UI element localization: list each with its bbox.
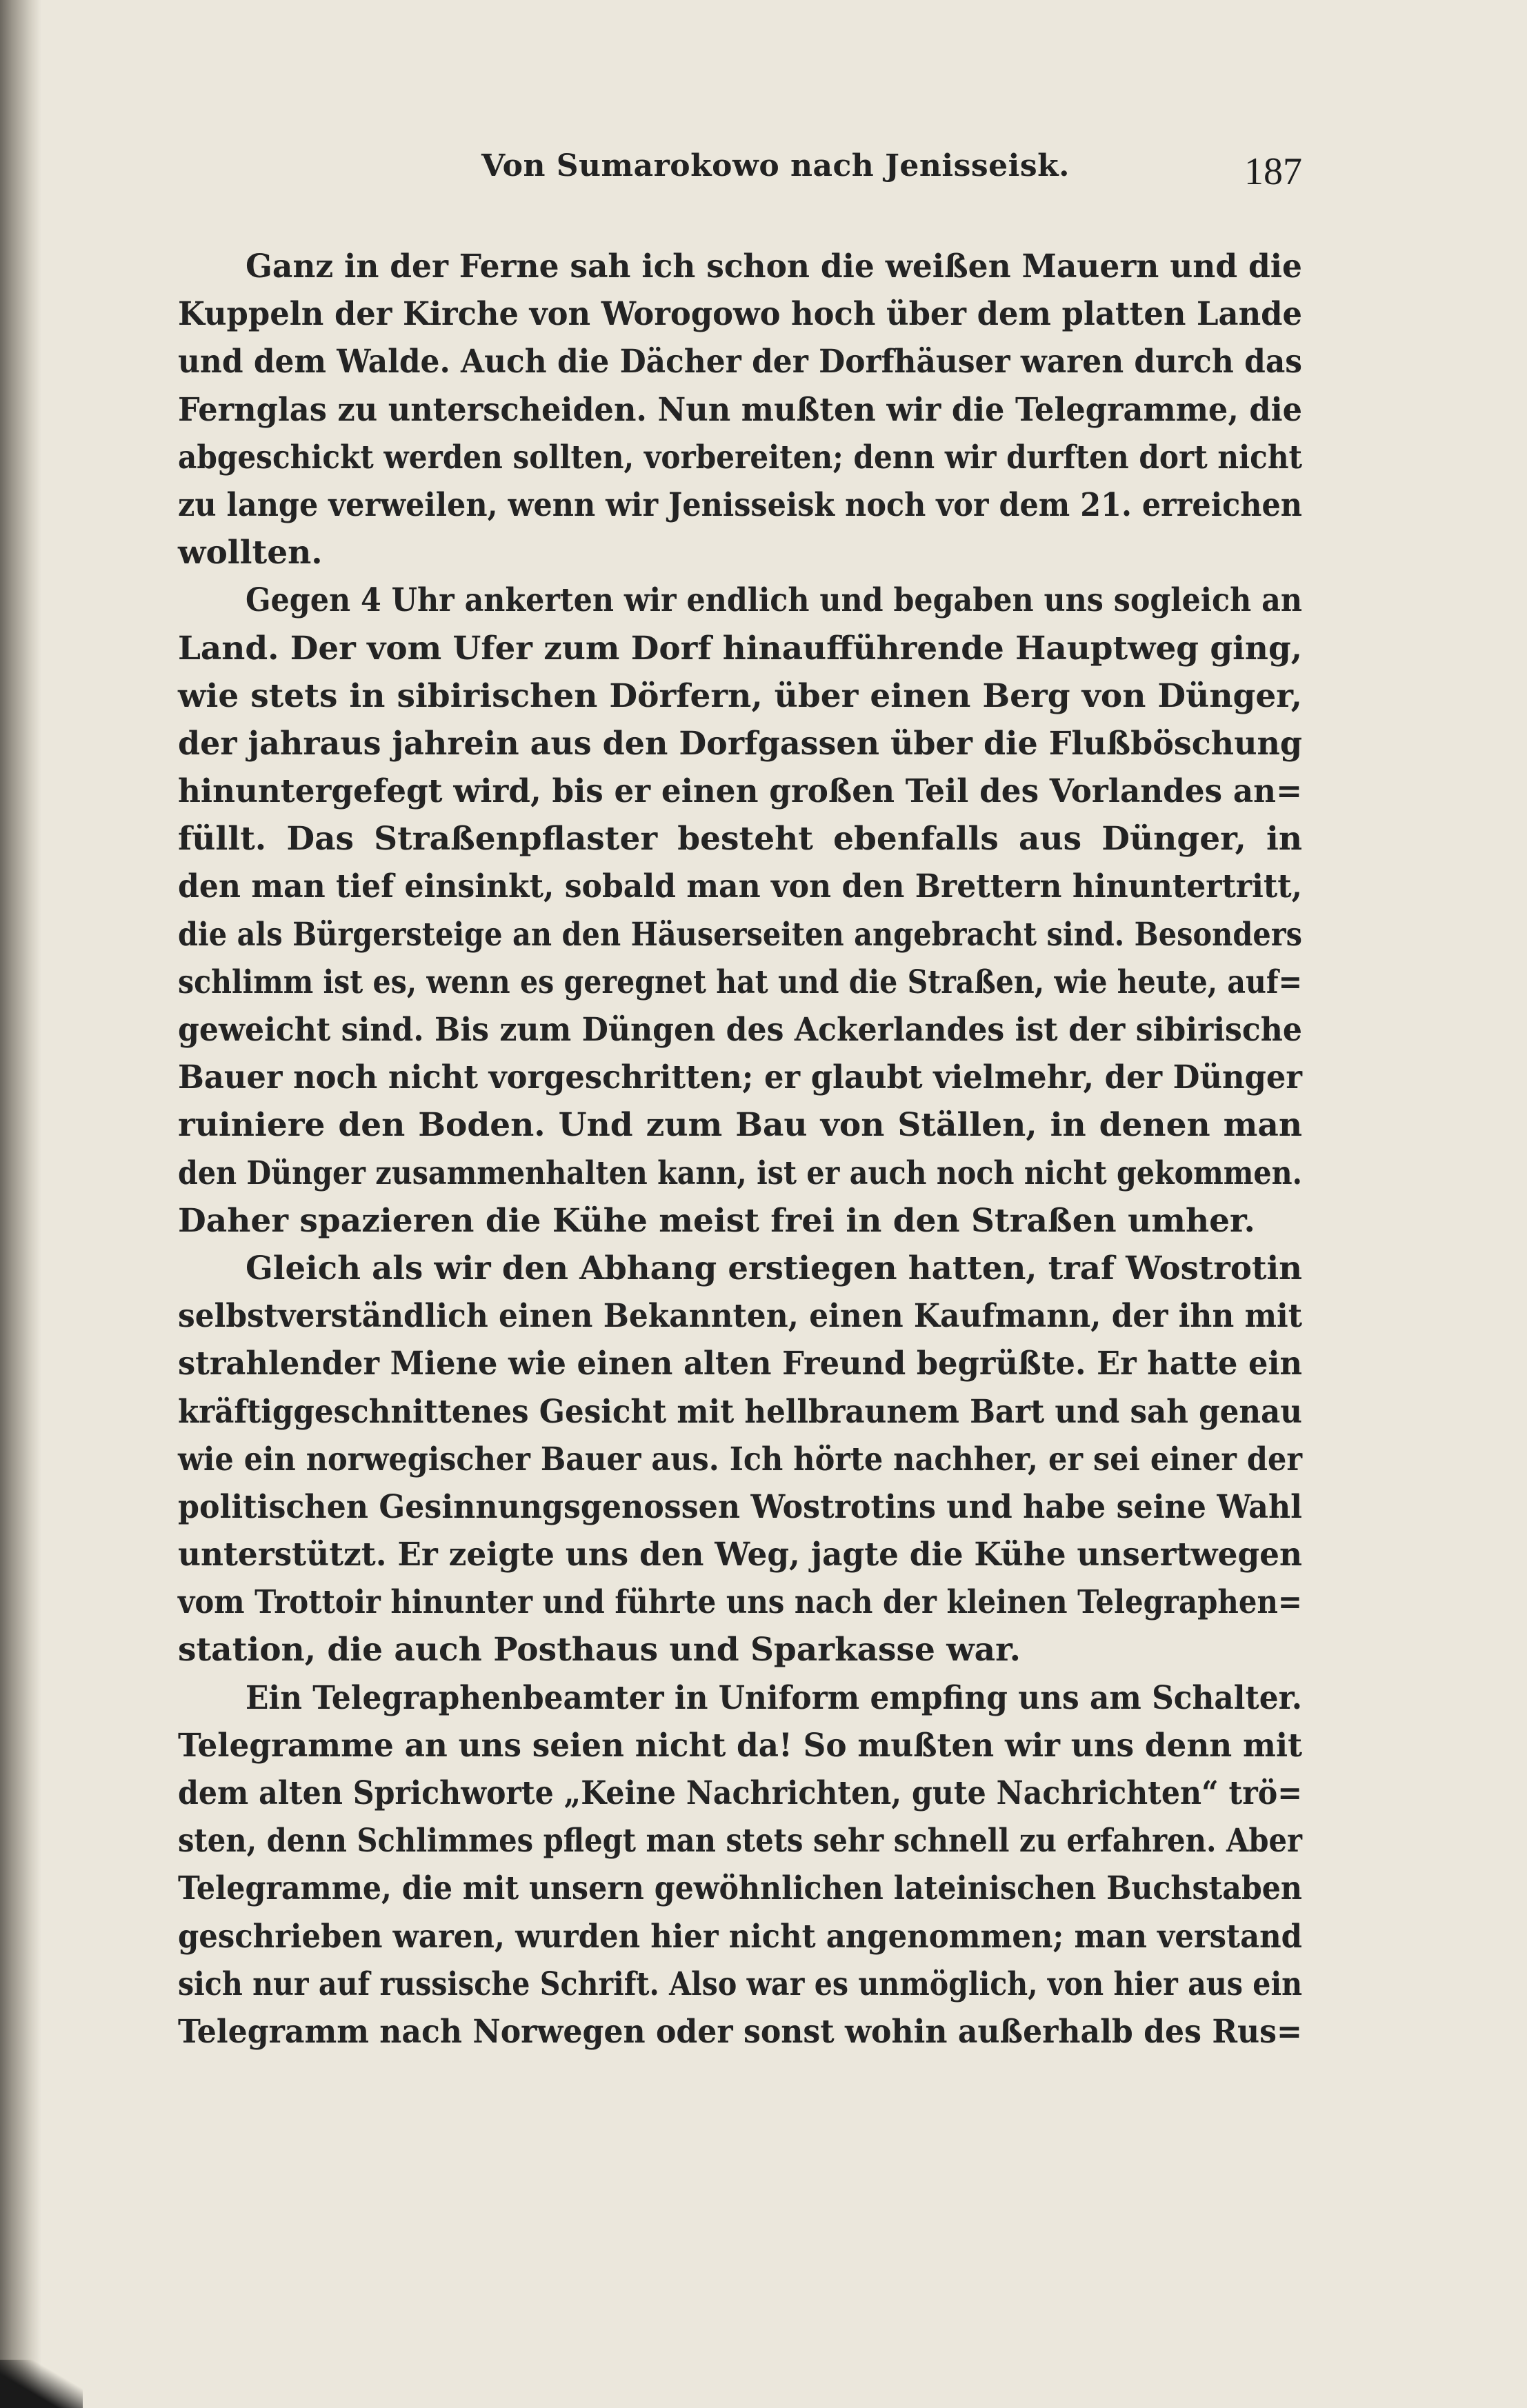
text-line: Gegen 4 Uhr ankerten wir endlich und begaben uns sogleich an — [246, 581, 1302, 620]
page-number: 187 — [1244, 150, 1302, 193]
text-line: den man tief einsinkt, sobald man von den Brettern hinuntertritt, — [178, 867, 1302, 906]
text-line: die als Bürgersteige an den Häuserseiten angebracht sind. Besonders — [178, 915, 1302, 954]
body-text — [178, 243, 1302, 2056]
text-line: Bauer noch nicht vorgeschritten; er glaubt vielmehr, der Dünger — [178, 1058, 1302, 1097]
text-line: unterstützt. Er zeigte uns den Weg, jagte die Kühe unsertwegen — [178, 1536, 1302, 1574]
page-header — [178, 148, 1302, 203]
text-line: Ein Telegraphenbeamter in Uniform empfing uns am Schalter. — [246, 1678, 1302, 1717]
text-line: dem alten Sprichworte „Keine Nachrichten, gute Nachrichten“ trö= — [178, 1774, 1302, 1812]
text-line: sten, denn Schlimmes pflegt man stets sehr schnell zu erfahren. Aber — [178, 1822, 1302, 1860]
text-line: Telegramme, die mit unsern gewöhnlichen lateinischen Buchstaben — [178, 1869, 1302, 1908]
text-line: wollten. — [178, 534, 323, 572]
text-line: Daher spazieren die Kühe meist frei in den Straßen umher. — [178, 1201, 1255, 1240]
text-line: geschrieben waren, wurden hier nicht angenommen; man verstand — [178, 1917, 1302, 1956]
text-line: Land. Der vom Ufer zum Dorf hinaufführende Hauptweg ging, — [178, 629, 1302, 668]
text-line: Ganz in der Ferne sah ich schon die weißen Mauern und die — [246, 248, 1302, 285]
text-line: hinuntergefegt wird, bis er einen großen Teil des Vorlandes an= — [178, 772, 1302, 811]
text-line: und dem Walde. Auch die Dächer der Dorfhäuser waren durch das — [178, 343, 1302, 381]
text-line: strahlender Miene wie einen alten Freund begrüßte. Er hatte ein — [178, 1345, 1302, 1383]
text-line: Kuppeln der Kirche von Worogowo hoch über dem platten Lande — [178, 295, 1302, 334]
text-line: zu lange verweilen, wenn wir Jenisseisk noch vor dem 21. erreichen — [178, 485, 1302, 524]
text-line: Fernglas zu unterscheiden. Nun mußten wir die Telegramme, die — [178, 390, 1302, 429]
paragraph — [178, 1245, 1302, 1674]
text-line: den Dünger zusammenhalten kann, ist er auch noch nicht gekommen. — [178, 1154, 1302, 1192]
binding-shadow — [0, 0, 41, 2408]
paragraph — [178, 1674, 1302, 2056]
paragraph — [178, 243, 1302, 576]
text-line: selbstverständlich einen Bekannten, einen Kaufmann, der ihn mit — [178, 1297, 1302, 1336]
text-line: sich nur auf russische Schrift. Also war es unmöglich, von hier aus ein — [178, 1965, 1302, 2003]
text-line: Telegramm nach Norwegen oder sonst wohin außerhalb des Rus= — [178, 2012, 1302, 2051]
running-title: Von Sumarokowo nach Jenisseisk. — [481, 148, 1070, 183]
text-line: füllt. Das Straßenpflaster besteht ebenfalls aus Dünger, in — [178, 820, 1302, 859]
text-line: ruiniere den Boden. Und zum Bau von Ställen, in denen man — [178, 1106, 1302, 1145]
text-line: der jahraus jahrein aus den Dorfgassen über die Flußböschung — [178, 724, 1302, 763]
text-line: Telegramme an uns seien nicht da! So mußten wir uns denn mit — [178, 1726, 1302, 1765]
text-line: geweicht sind. Bis zum Düngen des Ackerlandes ist der sibirische — [178, 1011, 1302, 1049]
text-line: wie stets in sibirischen Dörfern, über einen Berg von Dünger, — [178, 676, 1302, 715]
text-line: kräftiggeschnittenes Gesicht mit hellbraunem Bart und sah genau — [178, 1392, 1302, 1431]
text-line: vom Trottoir hinunter und führte uns nach der kleinen Telegraphen= — [178, 1583, 1302, 1622]
text-line: abgeschickt werden sollten, vorbereiten; denn wir durften dort nicht — [178, 438, 1302, 476]
scan-corner-shadow — [0, 2360, 83, 2408]
text-line: Gleich als wir den Abhang erstiegen hatten, traf Wostrotin — [246, 1249, 1302, 1287]
text-line: schlimm ist es, wenn es geregnet hat und die Straßen, wie heute, auf= — [178, 963, 1302, 1001]
text-line: wie ein norwegischer Bauer aus. Ich hörte nachher, er sei einer der — [178, 1440, 1302, 1478]
text-line: politischen Gesinnungsgenossen Wostrotins und habe seine Wahl — [178, 1487, 1302, 1526]
paragraph — [178, 576, 1302, 1245]
text-line: station, die auch Posthaus und Sparkasse war. — [178, 1631, 1021, 1669]
